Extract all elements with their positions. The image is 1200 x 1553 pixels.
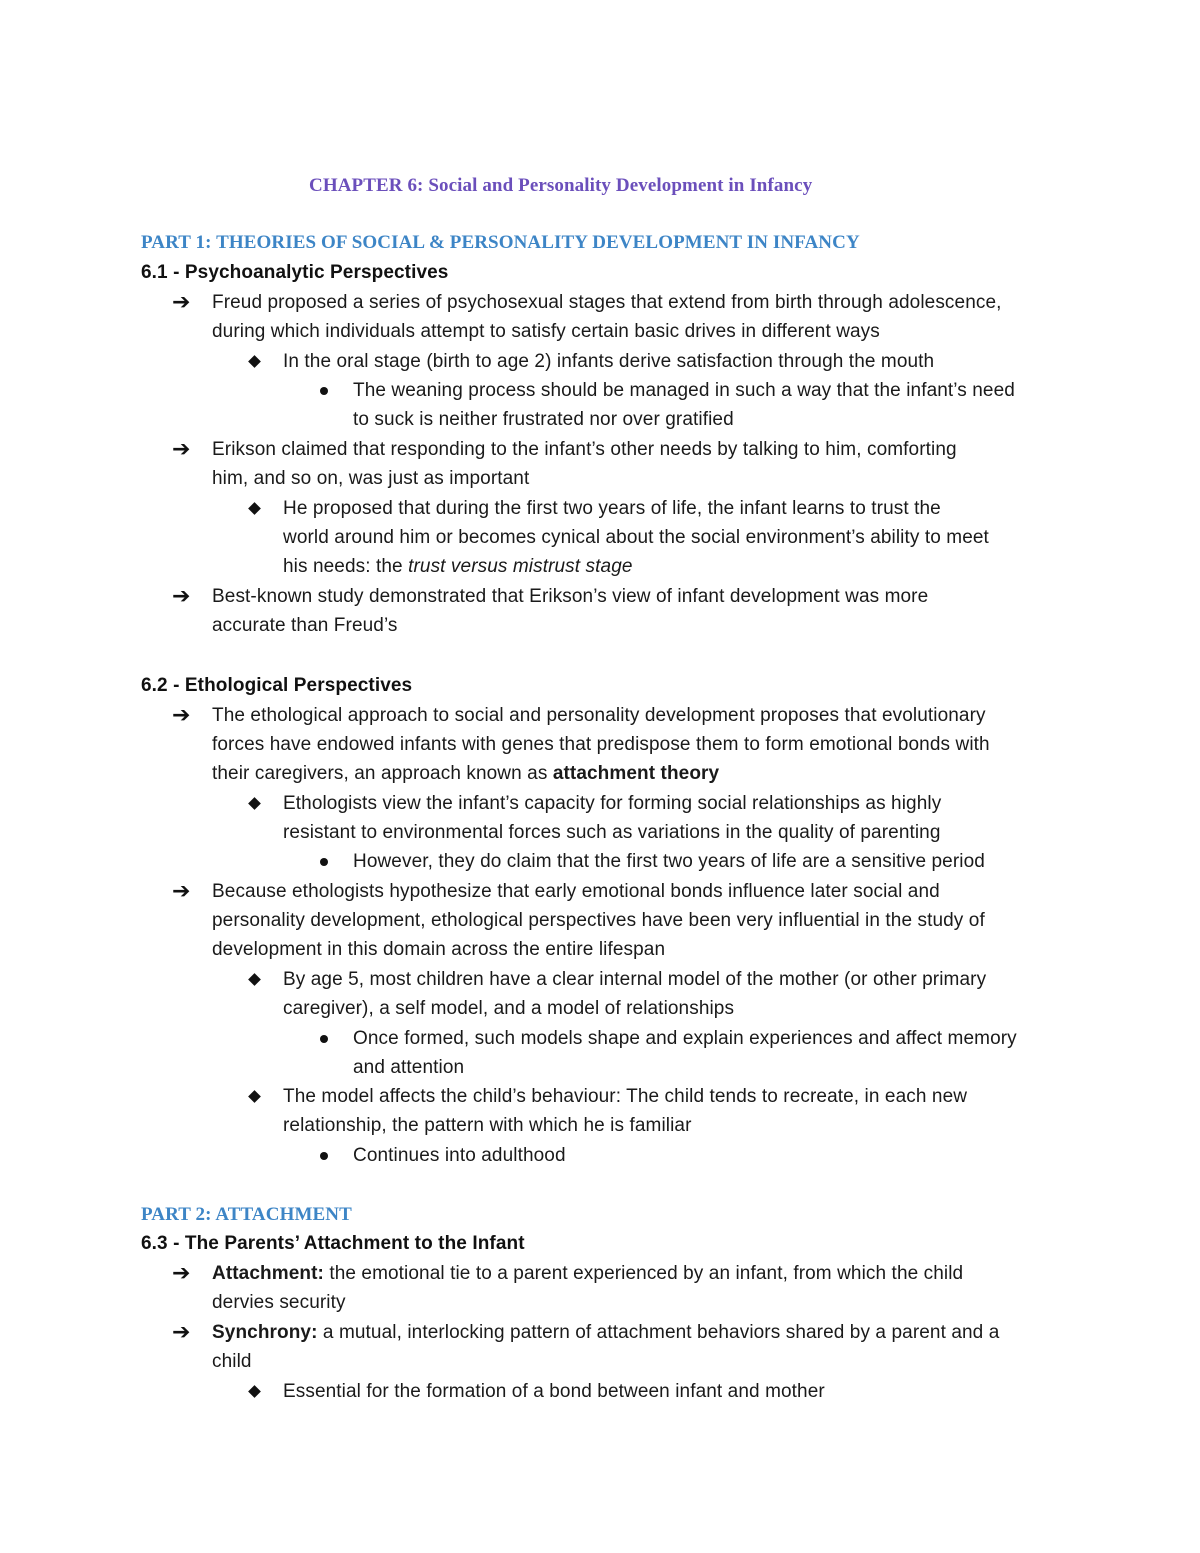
arrow-right-icon: ➔ (172, 583, 191, 608)
dot-bullet-icon (320, 1035, 328, 1043)
diamond-bullet-icon (248, 1385, 261, 1398)
text-run: their caregivers, an approach known as (212, 763, 553, 784)
diamond-bullet-icon (248, 797, 261, 810)
diamond-bullet-icon (248, 1090, 261, 1103)
list-item: Once formed, such models shape and explain experiences and affect memory (353, 1028, 1017, 1049)
list-item: Erikson claimed that responding to the infant’s other needs by talking to him, comforting (212, 439, 957, 460)
list-item-continuation: caregiver), a self model, and a model of relationships (283, 998, 735, 1019)
list-item (212, 1321, 999, 1345)
section-6-3-heading: 6.3 - The Parents’ Attachment to the Infant (141, 1233, 525, 1254)
list-item-continuation: forces have endowed infants with genes that predispose them to form emotional bonds with (212, 734, 990, 755)
dot-bullet-icon (320, 858, 328, 866)
list-item-continuation: to suck is neither frustrated nor over gratified (353, 409, 734, 430)
list-item-continuation (212, 762, 719, 786)
list-item-continuation: during which individuals attempt to satisfy certain basic drives in different ways (212, 321, 880, 342)
list-item: By age 5, most children have a clear internal model of the mother (or other primary (283, 969, 987, 990)
section-6-2-heading: 6.2 - Ethological Perspectives (141, 675, 413, 696)
part-2-title: PART 2: ATTACHMENT (141, 1204, 352, 1225)
list-item-continuation: resistant to environmental forces such as variations in the quality of parenting (283, 822, 941, 843)
list-item-continuation: accurate than Freud’s (212, 615, 398, 636)
diamond-bullet-icon (248, 973, 261, 986)
list-item-continuation: child (212, 1351, 252, 1372)
dot-bullet-icon (320, 1152, 328, 1160)
diamond-bullet-icon (248, 502, 261, 515)
list-item: The ethological approach to social and personality development proposes that evolutionary (212, 705, 986, 726)
list-item-continuation: world around him or becomes cynical about the social environment’s ability to meet (283, 527, 989, 548)
bold-term: Attachment: (212, 1263, 324, 1284)
list-item: Essential for the formation of a bond between infant and mother (283, 1381, 825, 1402)
list-item: Because ethologists hypothesize that early emotional bonds influence later social and (212, 881, 940, 902)
list-item: He proposed that during the first two years of life, the infant learns to trust the (283, 498, 941, 519)
text-run: the emotional tie to a parent experienced by an infant, from which the child (323, 1263, 964, 1284)
section-6-1-heading: 6.1 - Psychoanalytic Perspectives (141, 262, 449, 283)
text-run: a mutual, interlocking pattern of attachment behaviors shared by a parent and a (317, 1322, 1000, 1343)
arrow-right-icon: ➔ (172, 878, 191, 903)
list-item-continuation: personality development, ethological perspectives have been very influential in the study of (212, 910, 985, 931)
arrow-right-icon: ➔ (172, 702, 191, 727)
list-item: Freud proposed a series of psychosexual stages that extend from birth through adolescence, (212, 292, 1002, 313)
list-item: The model affects the child’s behaviour: The child tends to recreate, in each new (283, 1086, 968, 1107)
arrow-right-icon: ➔ (172, 1319, 191, 1344)
list-item-continuation: him, and so on, was just as important (212, 468, 530, 489)
list-item: Continues into adulthood (353, 1145, 566, 1166)
dot-bullet-icon (320, 387, 328, 395)
arrow-right-icon: ➔ (172, 1260, 191, 1285)
list-item: Best-known study demonstrated that Erikson’s view of infant development was more (212, 586, 929, 607)
part-1-title: PART 1: THEORIES OF SOCIAL & PERSONALITY DEVELOPMENT IN INFANCY (141, 232, 860, 253)
list-item: In the oral stage (birth to age 2) infants derive satisfaction through the mouth (283, 351, 935, 372)
arrow-right-icon: ➔ (172, 436, 191, 461)
arrow-right-icon: ➔ (172, 289, 191, 314)
list-item-continuation: dervies security (212, 1292, 346, 1313)
text-run: his needs: the (283, 556, 409, 577)
list-item-continuation: and attention (353, 1057, 465, 1078)
list-item-continuation (283, 555, 633, 579)
bold-term: attachment theory (552, 763, 720, 784)
list-item: The weaning process should be managed in such a way that the infant’s need (353, 380, 1015, 401)
italic-term: trust versus mistrust stage (408, 556, 633, 577)
bold-term: Synchrony: (212, 1322, 318, 1343)
diamond-bullet-icon (248, 355, 261, 368)
list-item: Ethologists view the infant’s capacity for forming social relationships as highly (283, 793, 942, 814)
list-item-continuation: relationship, the pattern with which he is familiar (283, 1115, 692, 1136)
list-item-continuation: development in this domain across the entire lifespan (212, 939, 666, 960)
list-item (212, 1262, 963, 1286)
list-item: However, they do claim that the first two years of life are a sensitive period (353, 851, 985, 872)
chapter-title: CHAPTER 6: Social and Personality Development in Infancy (309, 175, 813, 196)
